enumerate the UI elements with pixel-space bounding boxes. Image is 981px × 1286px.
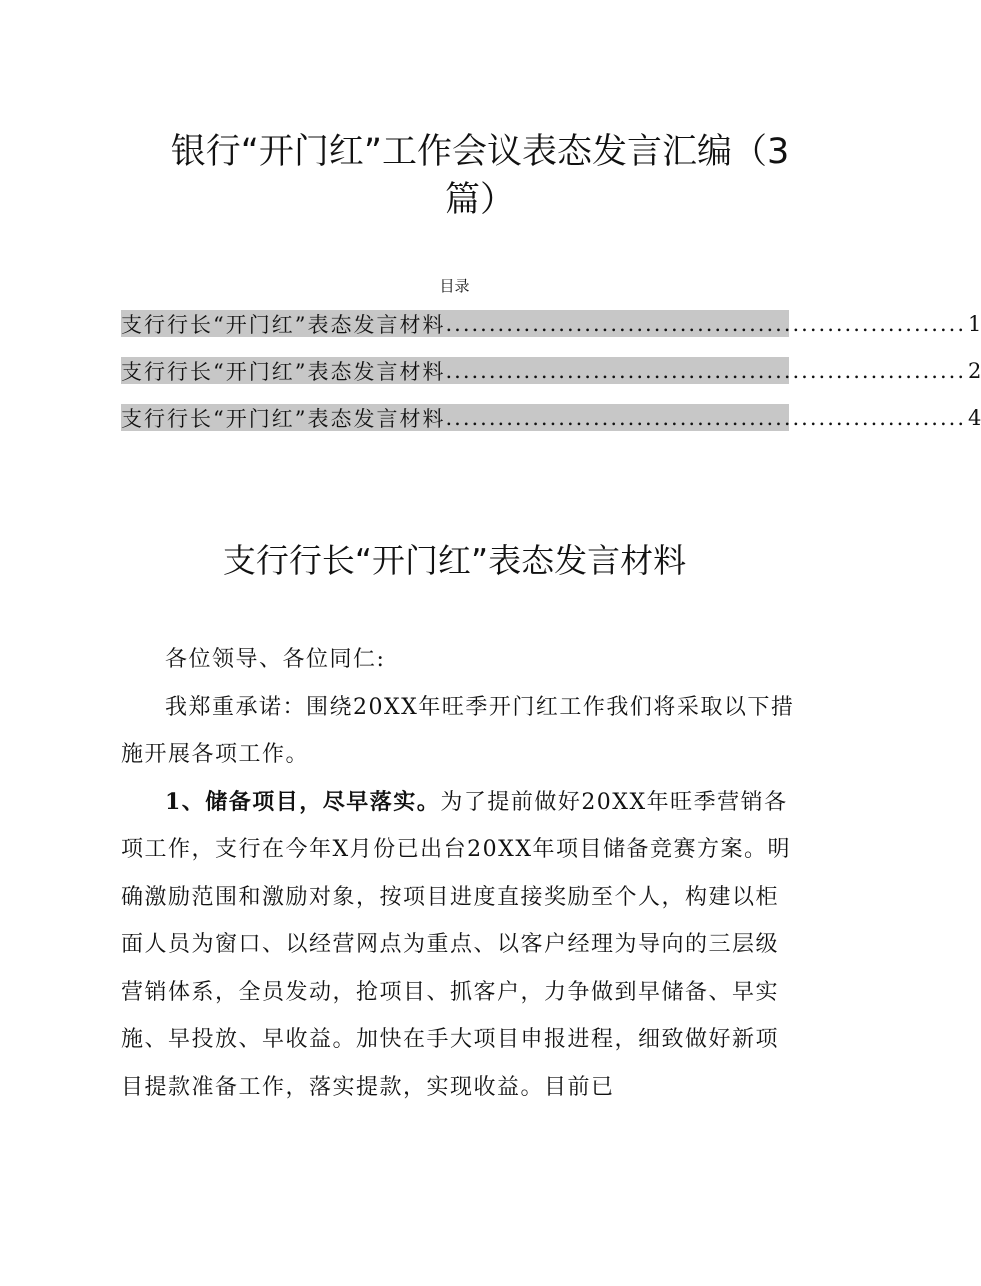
toc-entry-text: 支行行长“开门红”表态发言材料 [121, 359, 446, 384]
toc-entry-text: 支行行长“开门红”表态发言材料 [121, 312, 446, 337]
paragraph-text: 为了提前做好20XX年旺季营销各项工作，支行在今年X月份已出台20XX年项目储备竞赛方案。明确激励范围和激励对象，按项目进度直接奖励至个人，构建以柜面人员为窗口、以经营网点为重点、以客户经理为导向的三层级营销体系，全员发动，抢项目、抓客户，力争做到早储备、早实施、早投放、早收益。加快在手大项目申报进程，细致做好新项目提款准备工作，落实提款，实现收益。目前已 [121, 789, 791, 1100]
toc-entry-page: 4 [968, 405, 981, 430]
toc-entry-page: 1 [968, 311, 981, 336]
body-paragraph [121, 636, 797, 684]
toc-leader-dots: ............................................................ [445, 405, 967, 430]
toc-entry[interactable] [121, 310, 981, 337]
body-paragraph [121, 684, 797, 779]
body-paragraph [121, 779, 797, 1112]
section-title: 支行行长“开门红”表态发言材料 [222, 541, 687, 580]
document-title: 银行“开门红”工作会议表态发言汇编（3篇） [170, 132, 790, 220]
toc-entry[interactable] [121, 404, 981, 431]
toc-entry-page: 2 [968, 358, 981, 383]
paragraph-text: 我郑重承诺：围绕20XX年旺季开门红工作我们将采取以下措施开展各项工作。 [121, 694, 795, 767]
toc-leader-dots: ............................................................ [445, 311, 967, 336]
table-of-contents [121, 310, 981, 451]
paragraph-lead-bold: 1、储备项目，尽早落实。 [165, 788, 441, 815]
paragraph-text: 各位领导、各位同仁: [165, 647, 386, 672]
toc-leader-dots: ............................................................ [445, 358, 967, 383]
toc-entry[interactable] [121, 357, 981, 384]
toc-entry-text: 支行行长“开门红”表态发言材料 [121, 406, 446, 431]
section-body [121, 636, 797, 1111]
toc-heading: 目录 [439, 277, 470, 295]
